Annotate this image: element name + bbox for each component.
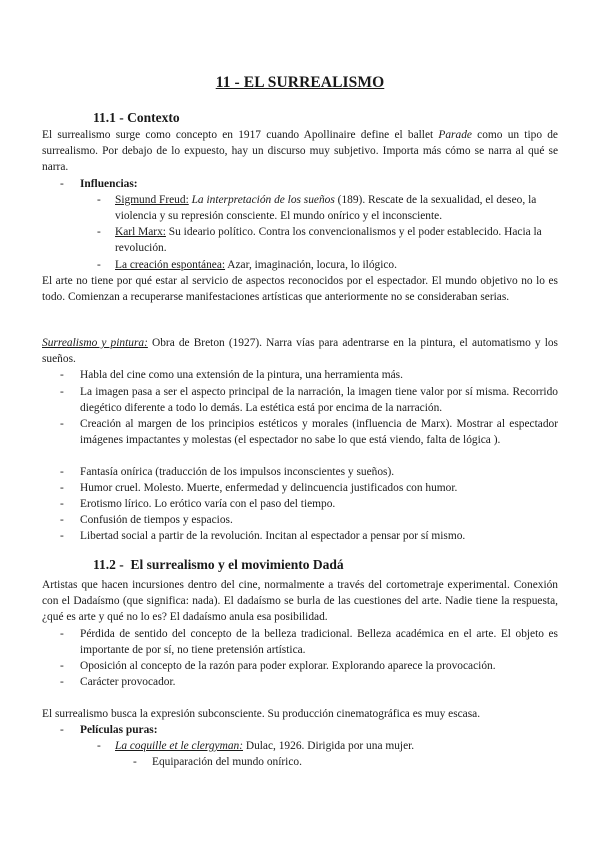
peliculas-label: Películas puras:: [80, 724, 158, 736]
creacion-label: La creación espontánea:: [115, 259, 226, 271]
list-dash: -: [60, 369, 64, 381]
list-dash: -: [60, 418, 64, 430]
intro-paragraph: [42, 127, 558, 176]
intro-text-b: como un tipo de surrealismo. Por debajo de lo expuesto, hay un discurso muy subjetivo. Importa más cómo se narra al qué se narra.: [42, 129, 558, 174]
marx-text: Su ideario político. Contra los convencionalismos y el poder establecido. Hacia la revolución.: [115, 226, 542, 255]
freud-text: (189). Rescate de la sexualidad, el deseo, la violencia y su represión consciente. El mundo onírico y el inconsciente.: [115, 194, 537, 223]
freud-name: Sigmund Freud:: [115, 194, 189, 206]
influence-creacion: [115, 257, 397, 273]
pintura-paragraph: [42, 335, 558, 367]
pintura-label: Surrealismo y pintura:: [42, 337, 148, 349]
film-text: Dulac, 1926. Dirigida por una mujer.: [243, 740, 415, 752]
influence-freud: [115, 192, 558, 224]
list-item: Oposición al concepto de la razón para poder explorar. Explorando aparece la provocación.: [80, 660, 496, 672]
list-item: Fantasía onírica (traducción de los impulsos inconscientes y sueños).: [80, 466, 395, 478]
list-dash: -: [60, 178, 64, 190]
subconsciente-paragraph: El surrealismo busca la expresión subconsciente. Su producción cinematográfica es muy escasa.: [42, 708, 481, 720]
list-item: Habla del cine como una extensión de la pintura, una herramienta más.: [80, 369, 403, 381]
creacion-text: Azar, imaginación, locura, lo ilógico.: [225, 259, 397, 271]
pintura-text: Obra de Breton (1927). Narra vías para adentrarse en la pintura, el automatismo y los sueños.: [42, 337, 558, 366]
list-dash: -: [60, 628, 64, 640]
film-subitem: Equiparación del mundo onírico.: [152, 756, 302, 768]
list-item: Pérdida de sentido del concepto de la belleza tradicional. Belleza académica en el arte. El objeto es importante de por sí, no tiene pretensión artística.: [80, 628, 558, 657]
intro-parade: Parade: [438, 129, 472, 141]
list-item: Libertad social a partir de la revolución. Incitan al espectador a pensar por sí mismo.: [80, 530, 466, 542]
list-dash: -: [60, 466, 64, 478]
intro-text-a: El surrealismo surge como concepto en 1917 cuando Apollinaire define el ballet: [42, 129, 439, 141]
freud-book: La interpretación de los sueños: [191, 194, 335, 206]
film-entry: [115, 738, 414, 754]
page-title: 11 - EL SURREALISMO: [215, 74, 385, 91]
influencias-label: Influencias:: [80, 178, 138, 190]
list-dash: -: [97, 194, 101, 206]
arte-paragraph: El arte no tiene por qué estar al servicio de aspectos reconocidos por el espectador. El mundo objetivo no lo es todo. Comienzan a recuperarse manifestaciones artísticas que anteriormente no se consideraban serias.: [42, 275, 558, 304]
list-dash: -: [60, 660, 64, 672]
list-item: Confusión de tiempos y espacios.: [80, 514, 233, 526]
marx-name: Karl Marx:: [115, 226, 166, 238]
list-dash: -: [60, 514, 64, 526]
section-heading-contexto: 11.1 - Contexto: [93, 110, 180, 125]
list-item: Humor cruel. Molesto. Muerte, enfermedad y delincuencia justificados con humor.: [80, 482, 458, 494]
list-dash: -: [97, 226, 101, 238]
list-item: Erotismo lírico. Lo erótico varía con el paso del tiempo.: [80, 498, 336, 510]
section-heading-dada: [93, 557, 344, 573]
list-dash: -: [60, 482, 64, 494]
list-item: Creación al margen de los principios estéticos y morales (influencia de Marx). Mostrar al espectador imágenes impactantes y molestas (el espectador no sabe lo que está viendo, falta de lógica ).: [80, 418, 558, 447]
dada-intro-paragraph: Artistas que hacen incursiones dentro del cine, normalmente a través del cortometraje experimental. Conexión con el Dadaísmo (que significa: nada). El dadaísmo se burla de las cuestiones del arte. Nadie tiene la respuesta, ¿qué es arte y qué no lo es? El dadaísmo anula esa posibilidad.: [42, 579, 558, 624]
list-item: Carácter provocador.: [80, 676, 176, 688]
list-dash: -: [133, 756, 137, 768]
list-dash: -: [60, 386, 64, 398]
influence-marx: [115, 224, 558, 256]
list-dash: -: [97, 259, 101, 271]
list-dash: -: [60, 498, 64, 510]
film-title: La coquille et le clergyman:: [115, 740, 243, 752]
list-dash: -: [60, 530, 64, 542]
list-dash: -: [60, 724, 64, 736]
list-dash: -: [97, 740, 101, 752]
list-item: La imagen pasa a ser el aspecto principal de la narración, la imagen tiene valor por sí misma. Recorrido diegético diferente a todo lo demás. La estética está por encima de la narración.: [80, 386, 558, 415]
list-dash: -: [60, 676, 64, 688]
section-heading-dada-text: 11.2 - El surrealismo y el movimiento Dadá: [93, 557, 344, 572]
